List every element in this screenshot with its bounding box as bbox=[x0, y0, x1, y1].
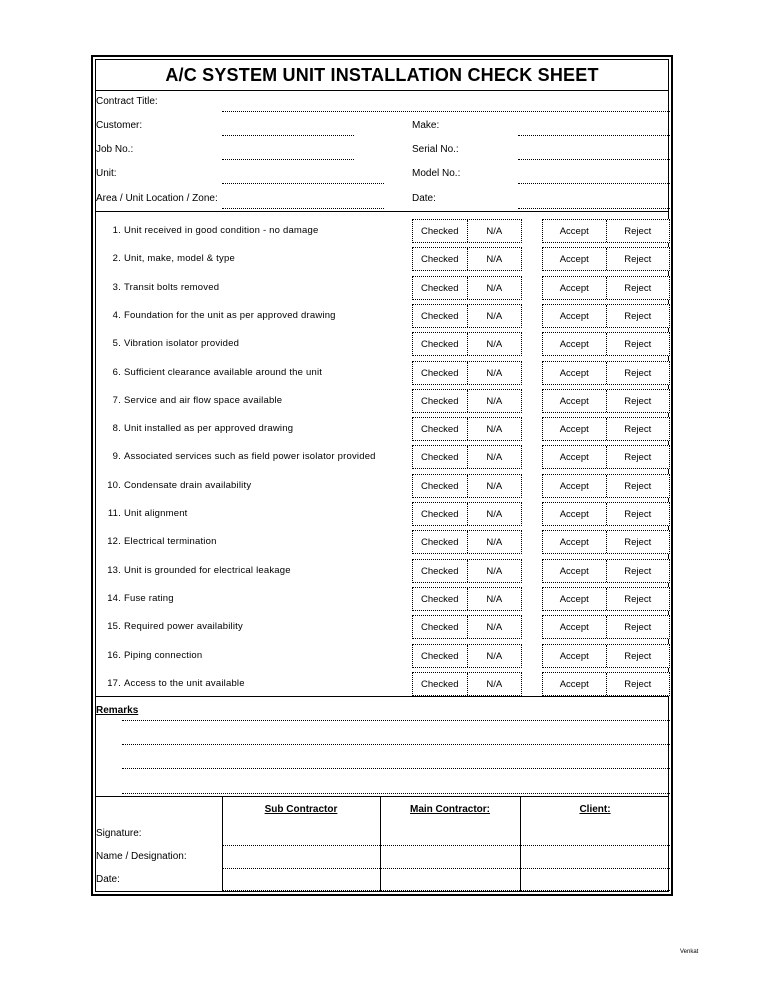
item-number: 11. bbox=[107, 508, 121, 519]
area-line[interactable] bbox=[222, 208, 384, 209]
reject-option[interactable]: Reject bbox=[606, 305, 670, 327]
na-option[interactable]: N/A bbox=[467, 220, 522, 242]
checked-na-box bbox=[412, 644, 522, 668]
na-option[interactable]: N/A bbox=[467, 503, 522, 525]
reject-option[interactable]: Reject bbox=[606, 588, 670, 610]
item-number: 2. bbox=[112, 253, 121, 264]
checklist-item bbox=[96, 276, 668, 300]
serial-no-label: Serial No.: bbox=[412, 144, 459, 155]
item-text: Piping connection bbox=[124, 650, 203, 661]
job-no-label: Job No.: bbox=[96, 144, 134, 155]
item-number: 17. bbox=[107, 678, 121, 689]
checklist-item bbox=[96, 304, 668, 328]
checked-na-box bbox=[412, 559, 522, 583]
accept-reject-box bbox=[542, 587, 670, 611]
job-no-line[interactable] bbox=[222, 159, 354, 160]
accept-option[interactable]: Accept bbox=[559, 338, 589, 350]
subcontractor-heading: Sub Contractor bbox=[264, 804, 338, 815]
checklist-item bbox=[96, 644, 668, 668]
accept-option[interactable]: Accept bbox=[559, 225, 589, 237]
checklist-item bbox=[96, 417, 668, 441]
signature-label: Signature: bbox=[96, 828, 142, 839]
accept-reject-box bbox=[542, 247, 670, 271]
na-option[interactable]: N/A bbox=[467, 446, 522, 468]
checked-option[interactable]: Checked bbox=[421, 565, 459, 577]
na-option[interactable]: N/A bbox=[467, 248, 522, 270]
checklist-item bbox=[96, 530, 668, 554]
checklist-item bbox=[96, 219, 668, 243]
serial-no-line[interactable] bbox=[518, 159, 670, 160]
checked-option[interactable]: Checked bbox=[421, 650, 459, 662]
contract-title-label: Contract Title: bbox=[96, 96, 158, 107]
na-option[interactable]: N/A bbox=[467, 305, 522, 327]
item-number: 13. bbox=[107, 565, 121, 576]
name-designation-line[interactable] bbox=[222, 868, 670, 869]
accept-option[interactable]: Accept bbox=[559, 310, 589, 322]
item-number: 7. bbox=[112, 395, 121, 406]
area-label: Area / Unit Location / Zone: bbox=[96, 193, 218, 204]
main-contractor-heading: Main Contractor: bbox=[410, 804, 490, 815]
item-text: Service and air flow space available bbox=[124, 395, 283, 406]
signoff-date-line[interactable] bbox=[222, 890, 670, 891]
checked-option[interactable]: Checked bbox=[421, 282, 459, 294]
item-number: 5. bbox=[112, 338, 121, 349]
reject-option[interactable]: Reject bbox=[606, 446, 670, 468]
item-number: 8. bbox=[112, 423, 121, 434]
accept-reject-box bbox=[542, 615, 670, 639]
accept-option[interactable]: Accept bbox=[559, 508, 589, 520]
accept-reject-box bbox=[542, 445, 670, 469]
checked-option[interactable]: Checked bbox=[421, 451, 459, 463]
item-text: Vibration isolator provided bbox=[124, 338, 240, 349]
checked-na-box bbox=[412, 417, 522, 441]
reject-option[interactable]: Reject bbox=[606, 645, 670, 667]
reject-option[interactable]: Reject bbox=[606, 560, 670, 582]
item-text: Sufficient clearance available around the unit bbox=[124, 367, 323, 378]
remarks-line-3[interactable] bbox=[122, 768, 670, 769]
signature-line[interactable] bbox=[222, 845, 670, 846]
item-text: Unit alignment bbox=[124, 508, 188, 519]
checklist-item bbox=[96, 361, 668, 385]
na-option[interactable]: N/A bbox=[467, 333, 522, 355]
na-option[interactable]: N/A bbox=[467, 362, 522, 384]
sheet-inner-border bbox=[95, 59, 669, 892]
item-text: Associated services such as field power isolator provided bbox=[124, 451, 376, 462]
accept-reject-box bbox=[542, 304, 670, 328]
remarks-line-4[interactable] bbox=[122, 793, 670, 794]
accept-option[interactable]: Accept bbox=[559, 621, 589, 633]
reject-option[interactable]: Reject bbox=[606, 503, 670, 525]
item-text: Access to the unit available bbox=[124, 678, 245, 689]
checked-na-box bbox=[412, 219, 522, 243]
checked-na-box bbox=[412, 530, 522, 554]
item-text: Transit bolts removed bbox=[124, 282, 220, 293]
accept-option[interactable]: Accept bbox=[559, 367, 589, 379]
reject-option[interactable]: Reject bbox=[606, 673, 670, 695]
checked-na-box bbox=[412, 332, 522, 356]
checked-option[interactable]: Checked bbox=[421, 395, 459, 407]
na-option[interactable]: N/A bbox=[467, 673, 522, 695]
checklist-item bbox=[96, 332, 668, 356]
item-number: 16. bbox=[107, 650, 121, 661]
footer-author: Venkat bbox=[680, 949, 699, 955]
accept-reject-box bbox=[542, 672, 670, 696]
item-text: Unit installed as per approved drawing bbox=[124, 423, 294, 434]
item-text: Fuse rating bbox=[124, 593, 174, 604]
item-number: 3. bbox=[112, 282, 121, 293]
checked-na-box bbox=[412, 276, 522, 300]
accept-reject-box bbox=[542, 474, 670, 498]
date-label: Date: bbox=[412, 193, 436, 204]
accept-option[interactable]: Accept bbox=[559, 282, 589, 294]
item-text: Electrical termination bbox=[124, 536, 217, 547]
checklist-item bbox=[96, 389, 668, 413]
checked-option[interactable]: Checked bbox=[421, 593, 459, 605]
signoff-divider-1 bbox=[222, 796, 223, 892]
item-text: Unit is grounded for electrical leakage bbox=[124, 565, 291, 576]
item-text: Unit received in good condition - no damage bbox=[124, 225, 319, 236]
na-option[interactable]: N/A bbox=[467, 475, 522, 497]
item-number: 10. bbox=[107, 480, 121, 491]
na-option[interactable]: N/A bbox=[467, 588, 522, 610]
item-text: Required power availability bbox=[124, 621, 243, 632]
accept-reject-box bbox=[542, 559, 670, 583]
na-option[interactable]: N/A bbox=[467, 560, 522, 582]
checklist-item bbox=[96, 247, 668, 271]
checked-option[interactable]: Checked bbox=[421, 621, 459, 633]
checked-option[interactable]: Checked bbox=[421, 225, 459, 237]
item-number: 15. bbox=[107, 621, 121, 632]
model-no-line[interactable] bbox=[518, 183, 670, 184]
checked-option[interactable]: Checked bbox=[421, 338, 459, 350]
signoff-divider-3 bbox=[520, 796, 521, 892]
accept-reject-box bbox=[542, 219, 670, 243]
accept-reject-box bbox=[542, 389, 670, 413]
checklist-item bbox=[96, 474, 668, 498]
reject-option[interactable]: Reject bbox=[606, 616, 670, 638]
checked-option[interactable]: Checked bbox=[421, 678, 459, 690]
reject-option[interactable]: Reject bbox=[606, 390, 670, 412]
item-text: Condensate drain availability bbox=[124, 480, 252, 491]
date-line[interactable] bbox=[518, 208, 670, 209]
checked-option[interactable]: Checked bbox=[421, 536, 459, 548]
contract-title-line[interactable] bbox=[222, 111, 670, 112]
checked-na-box bbox=[412, 361, 522, 385]
checked-na-box bbox=[412, 502, 522, 526]
checked-na-box bbox=[412, 247, 522, 271]
checked-option[interactable]: Checked bbox=[421, 423, 459, 435]
reject-option[interactable]: Reject bbox=[606, 362, 670, 384]
accept-reject-box bbox=[542, 332, 670, 356]
reject-option[interactable]: Reject bbox=[606, 418, 670, 440]
checked-na-box bbox=[412, 445, 522, 469]
checklist-item bbox=[96, 587, 668, 611]
checked-option[interactable]: Checked bbox=[421, 508, 459, 520]
na-option[interactable]: N/A bbox=[467, 616, 522, 638]
checklist-item bbox=[96, 672, 668, 696]
checked-option[interactable]: Checked bbox=[421, 310, 459, 322]
accept-option[interactable]: Accept bbox=[559, 451, 589, 463]
reject-option[interactable]: Reject bbox=[606, 475, 670, 497]
na-option[interactable]: N/A bbox=[467, 645, 522, 667]
item-number: 1. bbox=[112, 225, 121, 236]
checklist-item bbox=[96, 559, 668, 583]
checked-na-box bbox=[412, 615, 522, 639]
remarks-line-2[interactable] bbox=[122, 744, 670, 745]
reject-option[interactable]: Reject bbox=[606, 220, 670, 242]
accept-option[interactable]: Accept bbox=[559, 678, 589, 690]
check-sheet bbox=[91, 55, 673, 896]
item-number: 14. bbox=[107, 593, 121, 604]
unit-label: Unit: bbox=[96, 168, 117, 179]
checked-na-box bbox=[412, 587, 522, 611]
remarks-divider bbox=[96, 796, 668, 797]
item-number: 12. bbox=[107, 536, 121, 547]
client-heading: Client: bbox=[579, 804, 611, 815]
remarks-label: Remarks bbox=[96, 705, 139, 716]
customer-line[interactable] bbox=[222, 135, 354, 136]
na-option[interactable]: N/A bbox=[467, 418, 522, 440]
item-number: 6. bbox=[112, 367, 121, 378]
remarks-line-1[interactable] bbox=[122, 720, 670, 721]
accept-option[interactable]: Accept bbox=[559, 536, 589, 548]
checked-na-box bbox=[412, 304, 522, 328]
accept-option[interactable]: Accept bbox=[559, 395, 589, 407]
reject-option[interactable]: Reject bbox=[606, 277, 670, 299]
na-option[interactable]: N/A bbox=[467, 277, 522, 299]
accept-reject-box bbox=[542, 276, 670, 300]
accept-option[interactable]: Accept bbox=[559, 423, 589, 435]
reject-option[interactable]: Reject bbox=[606, 333, 670, 355]
accept-option[interactable]: Accept bbox=[559, 565, 589, 577]
accept-reject-box bbox=[542, 502, 670, 526]
checked-option[interactable]: Checked bbox=[421, 253, 459, 265]
checked-option[interactable]: Checked bbox=[421, 480, 459, 492]
customer-label: Customer: bbox=[96, 120, 143, 131]
na-option[interactable]: N/A bbox=[467, 390, 522, 412]
accept-reject-box bbox=[542, 530, 670, 554]
signoff-date-label: Date: bbox=[96, 874, 120, 885]
accept-reject-box bbox=[542, 417, 670, 441]
item-number: 9. bbox=[112, 451, 121, 462]
name-designation-label: Name / Designation: bbox=[96, 851, 187, 862]
sheet-title: A/C SYSTEM UNIT INSTALLATION CHECK SHEET bbox=[96, 60, 668, 91]
checked-option[interactable]: Checked bbox=[421, 367, 459, 379]
checked-na-box bbox=[412, 474, 522, 498]
accept-option[interactable]: Accept bbox=[559, 593, 589, 605]
checked-na-box bbox=[412, 672, 522, 696]
reject-option[interactable]: Reject bbox=[606, 248, 670, 270]
checklist-item bbox=[96, 615, 668, 639]
accept-option[interactable]: Accept bbox=[559, 650, 589, 662]
na-option[interactable]: N/A bbox=[467, 531, 522, 553]
signoff-divider-2 bbox=[380, 796, 381, 892]
item-text: Unit, make, model & type bbox=[124, 253, 235, 264]
reject-option[interactable]: Reject bbox=[606, 531, 670, 553]
item-text: Foundation for the unit as per approved drawing bbox=[124, 310, 336, 321]
item-number: 4. bbox=[112, 310, 121, 321]
checklist-item bbox=[96, 445, 668, 469]
header-divider bbox=[96, 211, 668, 212]
unit-line[interactable] bbox=[222, 183, 384, 184]
make-label: Make: bbox=[412, 120, 440, 131]
accept-option[interactable]: Accept bbox=[559, 253, 589, 265]
checked-na-box bbox=[412, 389, 522, 413]
checklist-divider bbox=[96, 696, 668, 697]
accept-reject-box bbox=[542, 644, 670, 668]
make-line[interactable] bbox=[518, 135, 670, 136]
model-no-label: Model No.: bbox=[412, 168, 461, 179]
accept-reject-box bbox=[542, 361, 670, 385]
accept-option[interactable]: Accept bbox=[559, 480, 589, 492]
checklist-item bbox=[96, 502, 668, 526]
